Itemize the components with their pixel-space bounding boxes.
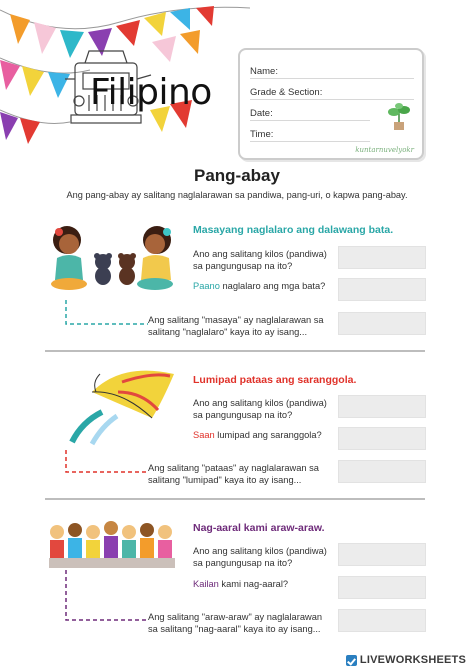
plant-icon [386, 102, 412, 132]
lesson-heading: Pang-abay [194, 166, 280, 185]
time-label: Time: [250, 129, 274, 140]
q1-question-adverb [193, 280, 325, 292]
q3-question-verb: Ano ang salitang kilos (pandiwa) sa pangungusap na ito? [193, 546, 327, 568]
children-playing-illustration [45, 218, 180, 293]
q1-question-adverb-rest: naglalaro ang mga bata? [219, 281, 326, 291]
q2-answer-adverb-input[interactable] [338, 427, 426, 450]
section-divider [45, 498, 425, 500]
lesson-intro: Ang pang-abay ay salitang naglalarawan sa pandiwa, pang-uri, o kapwa pang-abay. [66, 190, 408, 200]
q1-connector-line [62, 298, 152, 328]
q3-answer-type-input[interactable] [338, 609, 426, 632]
date-label: Date: [250, 108, 273, 119]
q1-question-type: Ang salitang "masaya" ay naglalarawan sa salitang "naglalaro" kaya ito ay isang... [148, 315, 324, 337]
q3-keyword: Kailan [193, 579, 219, 589]
worksheet-title: Filipino [90, 72, 212, 113]
q3-question-type: Ang salitang "araw-araw" ay naglalarawan sa salitang "nag-aaral" kaya ito ay isang... [148, 612, 323, 634]
q1-question-verb: Ano ang salitang kilos (pandiwa) sa pangungusap na ito? [193, 249, 327, 271]
q3-connector-line [62, 568, 152, 626]
grade-section-label: Grade & Section: [250, 87, 323, 98]
q1-keyword: Paano [193, 281, 220, 291]
liveworksheets-label: LIVEWORKSHEETS [359, 654, 466, 666]
q1-answer-adverb-input[interactable] [338, 278, 426, 301]
q3-sentence: Nag-aaral kami araw-araw. [193, 522, 325, 534]
q2-answer-verb-input[interactable] [338, 395, 426, 418]
q1-answer-verb-input[interactable] [338, 246, 426, 269]
q2-connector-line [62, 448, 152, 478]
q2-answer-type-input[interactable] [338, 460, 426, 483]
kite-illustration [62, 362, 182, 447]
grade-section-field[interactable] [250, 87, 414, 100]
name-label: Name: [250, 66, 278, 77]
section-divider [45, 350, 425, 352]
time-field[interactable] [250, 129, 370, 142]
q2-question-adverb [193, 429, 322, 441]
date-field[interactable] [250, 108, 370, 121]
students-illustration [45, 516, 180, 571]
name-field[interactable] [250, 66, 414, 79]
q2-keyword: Saan [193, 430, 215, 440]
q1-sentence: Masayang naglalaro ang dalawang bata. [193, 224, 394, 236]
brand-signature: kuntarnuvelyokr [355, 146, 414, 154]
q3-question-adverb-rest: kami nag-aaral? [218, 579, 289, 589]
q2-question-adverb-rest: lumipad ang saranggola? [214, 430, 322, 440]
student-info-card [238, 48, 424, 160]
q3-answer-verb-input[interactable] [338, 543, 426, 566]
q2-question-verb: Ano ang salitang kilos (pandiwa) sa pangungusap na ito? [193, 398, 327, 420]
q2-sentence: Lumipad pataas ang saranggola. [193, 374, 357, 386]
q2-question-type: Ang salitang "pataas" ay naglalarawan sa salitang "lumipad" kaya ito ay isang... [148, 463, 319, 485]
liveworksheets-icon [346, 655, 357, 666]
q1-answer-type-input[interactable] [338, 312, 426, 335]
q3-answer-adverb-input[interactable] [338, 576, 426, 599]
liveworksheets-logo [346, 654, 466, 666]
q3-question-adverb [193, 578, 288, 590]
